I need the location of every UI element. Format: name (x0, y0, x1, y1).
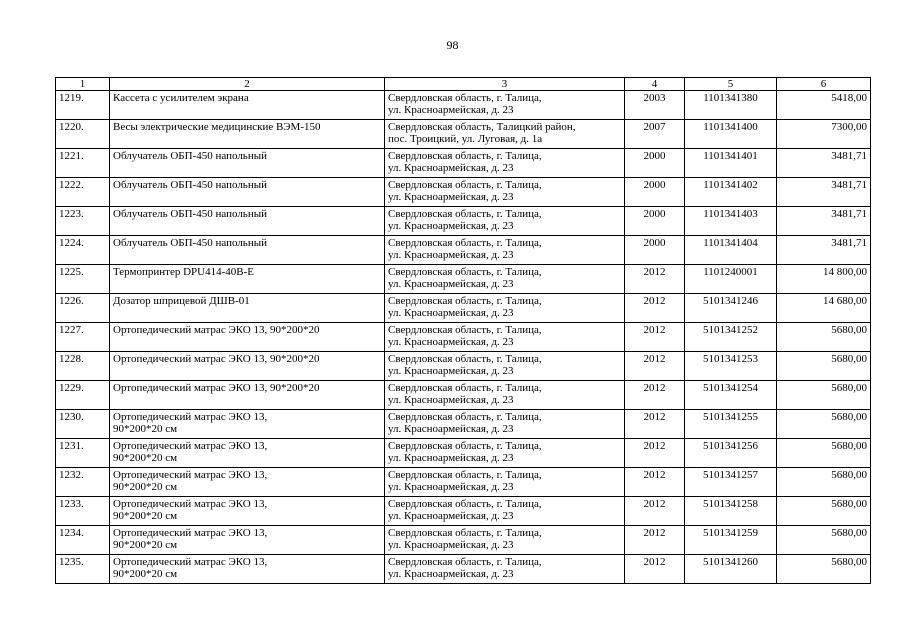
address-cell-line: ул. Красноармейская, д. 23 (388, 307, 514, 319)
cost-cell-line: 5680,00 (831, 527, 867, 539)
address-cell-line: ул. Красноармейская, д. 23 (388, 423, 514, 435)
item-name-cell-line: 90*200*20 см (113, 423, 178, 435)
item-name-cell (110, 265, 385, 294)
table-row (56, 265, 871, 294)
item-name-cell (110, 120, 385, 149)
inventory-number-cell (685, 120, 777, 149)
cost-cell (777, 149, 871, 178)
item-name-cell-line: Термопринтер DPU414-40B-E (113, 266, 254, 278)
item-name-cell (110, 439, 385, 468)
year-cell (625, 555, 685, 584)
page-number: 98 (446, 38, 459, 52)
year-cell (625, 236, 685, 265)
table-row (56, 526, 871, 555)
year-cell-line: 2007 (643, 121, 666, 133)
item-name-cell (110, 410, 385, 439)
address-cell (385, 294, 625, 323)
year-cell (625, 468, 685, 497)
address-cell-line: ул. Красноармейская, д. 23 (388, 452, 514, 464)
item-name-cell-line: Ортопедический матрас ЭКО 13, 90*200*20 (113, 324, 320, 336)
inventory-number-cell-line: 5101341253 (703, 353, 758, 365)
address-cell (385, 526, 625, 555)
inventory-number-cell (685, 410, 777, 439)
address-cell-line: Свердловская область, г. Талица, (388, 324, 542, 336)
year-cell (625, 352, 685, 381)
item-name-cell (110, 91, 385, 120)
cost-cell-line: 5680,00 (831, 440, 867, 452)
cost-cell-line: 5680,00 (831, 556, 867, 568)
item-name-cell-line: Ортопедический матрас ЭКО 13, (113, 411, 268, 423)
item-name-cell-line: Облучатель ОБП-450 напольный (113, 150, 267, 162)
address-cell-line: ул. Красноармейская, д. 23 (388, 510, 514, 522)
address-cell-line: Свердловская область, г. Талица, (388, 208, 542, 220)
year-cell (625, 381, 685, 410)
year-cell-line: 2012 (643, 324, 666, 336)
row-number-cell (56, 555, 110, 584)
inventory-number-cell-line: 5101341254 (703, 382, 758, 394)
year-cell (625, 178, 685, 207)
table-row (56, 91, 871, 120)
row-number-cell (56, 526, 110, 555)
address-cell-line: Свердловская область, г. Талица, (388, 237, 542, 249)
header-col-5: 5 (685, 78, 777, 91)
address-cell-line: Свердловская область, г. Талица, (388, 498, 542, 510)
cost-cell-line: 5680,00 (831, 382, 867, 394)
inventory-number-cell-line: 1101341400 (703, 121, 758, 133)
inventory-number-cell (685, 265, 777, 294)
address-cell-line: Свердловская область, г. Талица, (388, 295, 542, 307)
row-number-cell (56, 352, 110, 381)
item-name-cell (110, 207, 385, 236)
address-cell-line: Свердловская область, г. Талица, (388, 150, 542, 162)
table-row (56, 352, 871, 381)
cost-cell-line: 5680,00 (831, 469, 867, 481)
address-cell (385, 439, 625, 468)
address-cell-line: ул. Красноармейская, д. 23 (388, 191, 514, 203)
address-cell (385, 91, 625, 120)
cost-cell (777, 468, 871, 497)
row-number-cell-line: 1219. (59, 92, 84, 104)
address-cell-line: ул. Красноармейская, д. 23 (388, 278, 514, 290)
year-cell-line: 2000 (643, 208, 666, 220)
item-name-cell-line: Весы электрические медицинские ВЭМ-150 (113, 121, 321, 133)
cost-cell (777, 439, 871, 468)
year-cell (625, 439, 685, 468)
address-cell-line: ул. Красноармейская, д. 23 (388, 394, 514, 406)
cost-cell-line: 5680,00 (831, 411, 867, 423)
table-header (56, 78, 871, 91)
year-cell-line: 2012 (643, 382, 666, 394)
cost-cell-line: 5680,00 (831, 498, 867, 510)
table-row (56, 410, 871, 439)
item-name-cell (110, 352, 385, 381)
header-col-2: 2 (110, 78, 385, 91)
address-cell-line: ул. Красноармейская, д. 23 (388, 220, 514, 232)
inventory-number-cell (685, 149, 777, 178)
inventory-number-cell (685, 294, 777, 323)
year-cell (625, 149, 685, 178)
address-cell-line: ул. Красноармейская, д. 23 (388, 249, 514, 261)
row-number-cell-line: 1221. (59, 150, 84, 162)
table-row (56, 555, 871, 584)
item-name-cell-line: 90*200*20 см (113, 568, 178, 580)
cost-cell-line: 5680,00 (831, 353, 867, 365)
cost-cell (777, 207, 871, 236)
address-cell-line: Свердловская область, г. Талица, (388, 469, 542, 481)
address-cell-line: Свердловская область, г. Талица, (388, 411, 542, 423)
row-number-cell-line: 1229. (59, 382, 84, 394)
row-number-cell (56, 178, 110, 207)
year-cell-line: 2003 (643, 92, 666, 104)
inventory-number-cell-line: 1101341401 (703, 150, 758, 162)
table-row (56, 323, 871, 352)
inventory-number-cell (685, 178, 777, 207)
inventory-number-cell-line: 1101341404 (703, 237, 758, 249)
item-name-cell-line: Ортопедический матрас ЭКО 13, (113, 440, 268, 452)
cost-cell (777, 120, 871, 149)
address-cell-line: ул. Красноармейская, д. 23 (388, 539, 514, 551)
year-cell (625, 265, 685, 294)
header-col-3: 3 (385, 78, 625, 91)
year-cell (625, 526, 685, 555)
row-number-cell (56, 468, 110, 497)
inventory-number-cell (685, 468, 777, 497)
inventory-number-cell (685, 323, 777, 352)
row-number-cell (56, 381, 110, 410)
table-row (56, 497, 871, 526)
address-cell-line: Свердловская область, г. Талица, (388, 382, 542, 394)
year-cell-line: 2012 (643, 266, 666, 278)
row-number-cell (56, 236, 110, 265)
address-cell (385, 381, 625, 410)
inventory-number-cell-line: 1101240001 (703, 266, 758, 278)
item-name-cell-line: 90*200*20 см (113, 452, 178, 464)
inventory-number-cell (685, 352, 777, 381)
row-number-cell-line: 1233. (59, 498, 84, 510)
cost-cell (777, 410, 871, 439)
year-cell (625, 207, 685, 236)
cost-cell-line: 3481,71 (831, 237, 867, 249)
inventory-number-cell-line: 5101341255 (703, 411, 758, 423)
header-col-1: 1 (56, 78, 110, 91)
inventory-number-cell-line: 5101341258 (703, 498, 758, 510)
inventory-number-cell-line: 1101341380 (703, 92, 758, 104)
address-cell (385, 265, 625, 294)
table-row (56, 381, 871, 410)
cost-cell (777, 236, 871, 265)
row-number-cell-line: 1220. (59, 121, 84, 133)
row-number-cell (56, 410, 110, 439)
address-cell-line: пос. Троицкий, ул. Луговая, д. 1а (388, 133, 543, 145)
address-cell (385, 410, 625, 439)
item-name-cell-line: Ортопедический матрас ЭКО 13, 90*200*20 (113, 353, 320, 365)
address-cell (385, 555, 625, 584)
cost-cell-line: 7300,00 (831, 121, 867, 133)
cost-cell (777, 352, 871, 381)
row-number-cell-line: 1228. (59, 353, 84, 365)
inventory-number-cell (685, 236, 777, 265)
year-cell-line: 2012 (643, 527, 666, 539)
cost-cell-line: 5418,00 (831, 92, 867, 104)
cost-cell (777, 294, 871, 323)
item-name-cell-line: Кассета с усилителем экрана (113, 92, 249, 104)
address-cell-line: Свердловская область, Талицкий район, (388, 121, 576, 133)
row-number-cell-line: 1230. (59, 411, 84, 423)
table-row (56, 149, 871, 178)
header-col-6: 6 (777, 78, 871, 91)
table-row (56, 468, 871, 497)
inventory-number-cell-line: 5101341256 (703, 440, 758, 452)
row-number-cell-line: 1226. (59, 295, 84, 307)
inventory-number-cell (685, 91, 777, 120)
row-number-cell (56, 120, 110, 149)
address-cell-line: ул. Красноармейская, д. 23 (388, 162, 514, 174)
table-row (56, 120, 871, 149)
item-name-cell (110, 468, 385, 497)
item-name-cell (110, 323, 385, 352)
row-number-cell-line: 1225. (59, 266, 84, 278)
row-number-cell-line: 1234. (59, 527, 84, 539)
address-cell (385, 149, 625, 178)
cost-cell-line: 3481,71 (831, 208, 867, 220)
item-name-cell-line: Облучатель ОБП-450 напольный (113, 237, 267, 249)
inventory-number-cell-line: 5101341246 (703, 295, 758, 307)
inventory-number-cell-line: 5101341259 (703, 527, 758, 539)
row-number-cell (56, 149, 110, 178)
year-cell (625, 120, 685, 149)
inventory-number-cell-line: 1101341402 (703, 179, 758, 191)
item-name-cell-line: Ортопедический матрас ЭКО 13, 90*200*20 (113, 382, 320, 394)
item-name-cell-line: 90*200*20 см (113, 481, 178, 493)
address-cell-line: Свердловская область, г. Талица, (388, 440, 542, 452)
address-cell-line: ул. Красноармейская, д. 23 (388, 365, 514, 377)
year-cell-line: 2012 (643, 353, 666, 365)
address-cell-line: Свердловская область, г. Талица, (388, 92, 542, 104)
inventory-number-cell (685, 555, 777, 584)
year-cell (625, 323, 685, 352)
row-number-cell (56, 497, 110, 526)
address-cell-line: ул. Красноармейская, д. 23 (388, 336, 514, 348)
row-number-cell (56, 265, 110, 294)
cost-cell (777, 497, 871, 526)
table-row (56, 236, 871, 265)
year-cell-line: 2012 (643, 556, 666, 568)
cost-cell-line: 5680,00 (831, 324, 867, 336)
address-cell-line: ул. Красноармейская, д. 23 (388, 481, 514, 493)
item-name-cell-line: Ортопедический матрас ЭКО 13, (113, 527, 268, 539)
cost-cell-line: 14 680,00 (823, 295, 867, 307)
cost-cell (777, 555, 871, 584)
cost-cell (777, 178, 871, 207)
cost-cell (777, 265, 871, 294)
year-cell-line: 2012 (643, 469, 666, 481)
item-name-cell-line: Ортопедический матрас ЭКО 13, (113, 469, 268, 481)
address-cell-line: Свердловская область, г. Талица, (388, 527, 542, 539)
table-row (56, 207, 871, 236)
row-number-cell-line: 1235. (59, 556, 84, 568)
year-cell-line: 2012 (643, 498, 666, 510)
row-number-cell-line: 1222. (59, 179, 84, 191)
address-cell (385, 236, 625, 265)
year-cell-line: 2012 (643, 411, 666, 423)
address-cell-line: Свердловская область, г. Талица, (388, 266, 542, 278)
item-name-cell-line: Облучатель ОБП-450 напольный (113, 179, 267, 191)
address-cell-line: Свердловская область, г. Талица, (388, 353, 542, 365)
address-cell (385, 468, 625, 497)
cost-cell (777, 91, 871, 120)
address-cell (385, 323, 625, 352)
inventory-number-cell (685, 526, 777, 555)
item-name-cell (110, 381, 385, 410)
row-number-cell (56, 207, 110, 236)
cost-cell (777, 381, 871, 410)
row-number-cell-line: 1231. (59, 440, 84, 452)
row-number-cell (56, 323, 110, 352)
inventory-table (55, 77, 871, 584)
inventory-number-cell-line: 5101341257 (703, 469, 758, 481)
year-cell-line: 2012 (643, 440, 666, 452)
year-cell (625, 497, 685, 526)
address-cell-line: ул. Красноармейская, д. 23 (388, 104, 514, 116)
table-row (56, 439, 871, 468)
item-name-cell (110, 294, 385, 323)
cost-cell-line: 3481,71 (831, 150, 867, 162)
year-cell-line: 2000 (643, 179, 666, 191)
cost-cell (777, 323, 871, 352)
header-row (56, 78, 871, 91)
header-col-4: 4 (625, 78, 685, 91)
address-cell (385, 178, 625, 207)
item-name-cell-line: Ортопедический матрас ЭКО 13, (113, 498, 268, 510)
inventory-number-cell-line: 1101341403 (703, 208, 758, 220)
item-name-cell-line: 90*200*20 см (113, 510, 178, 522)
inventory-number-cell (685, 381, 777, 410)
item-name-cell (110, 178, 385, 207)
row-number-cell-line: 1227. (59, 324, 84, 336)
year-cell-line: 2012 (643, 295, 666, 307)
item-name-cell (110, 236, 385, 265)
year-cell (625, 91, 685, 120)
row-number-cell-line: 1223. (59, 208, 84, 220)
table-row (56, 294, 871, 323)
address-cell (385, 207, 625, 236)
item-name-cell (110, 497, 385, 526)
address-cell-line: Свердловская область, г. Талица, (388, 556, 542, 568)
item-name-cell (110, 526, 385, 555)
item-name-cell (110, 149, 385, 178)
item-name-cell-line: Облучатель ОБП-450 напольный (113, 208, 267, 220)
year-cell-line: 2000 (643, 237, 666, 249)
address-cell (385, 120, 625, 149)
table-row (56, 178, 871, 207)
year-cell (625, 294, 685, 323)
row-number-cell (56, 294, 110, 323)
item-name-cell (110, 555, 385, 584)
cost-cell (777, 526, 871, 555)
address-cell (385, 497, 625, 526)
address-cell-line: ул. Красноармейская, д. 23 (388, 568, 514, 580)
cost-cell-line: 14 800,00 (823, 266, 867, 278)
item-name-cell-line: Дозатор шприцевой ДШВ-01 (113, 295, 250, 307)
table-body (56, 91, 871, 584)
row-number-cell (56, 439, 110, 468)
inventory-number-cell (685, 207, 777, 236)
year-cell (625, 410, 685, 439)
inventory-number-cell-line: 5101341252 (703, 324, 758, 336)
inventory-number-cell (685, 497, 777, 526)
row-number-cell-line: 1224. (59, 237, 84, 249)
address-cell-line: Свердловская область, г. Талица, (388, 179, 542, 191)
item-name-cell-line: Ортопедический матрас ЭКО 13, (113, 556, 268, 568)
item-name-cell-line: 90*200*20 см (113, 539, 178, 551)
cost-cell-line: 3481,71 (831, 179, 867, 191)
inventory-number-cell (685, 439, 777, 468)
inventory-number-cell-line: 5101341260 (703, 556, 758, 568)
row-number-cell-line: 1232. (59, 469, 84, 481)
address-cell (385, 352, 625, 381)
row-number-cell (56, 91, 110, 120)
year-cell-line: 2000 (643, 150, 666, 162)
